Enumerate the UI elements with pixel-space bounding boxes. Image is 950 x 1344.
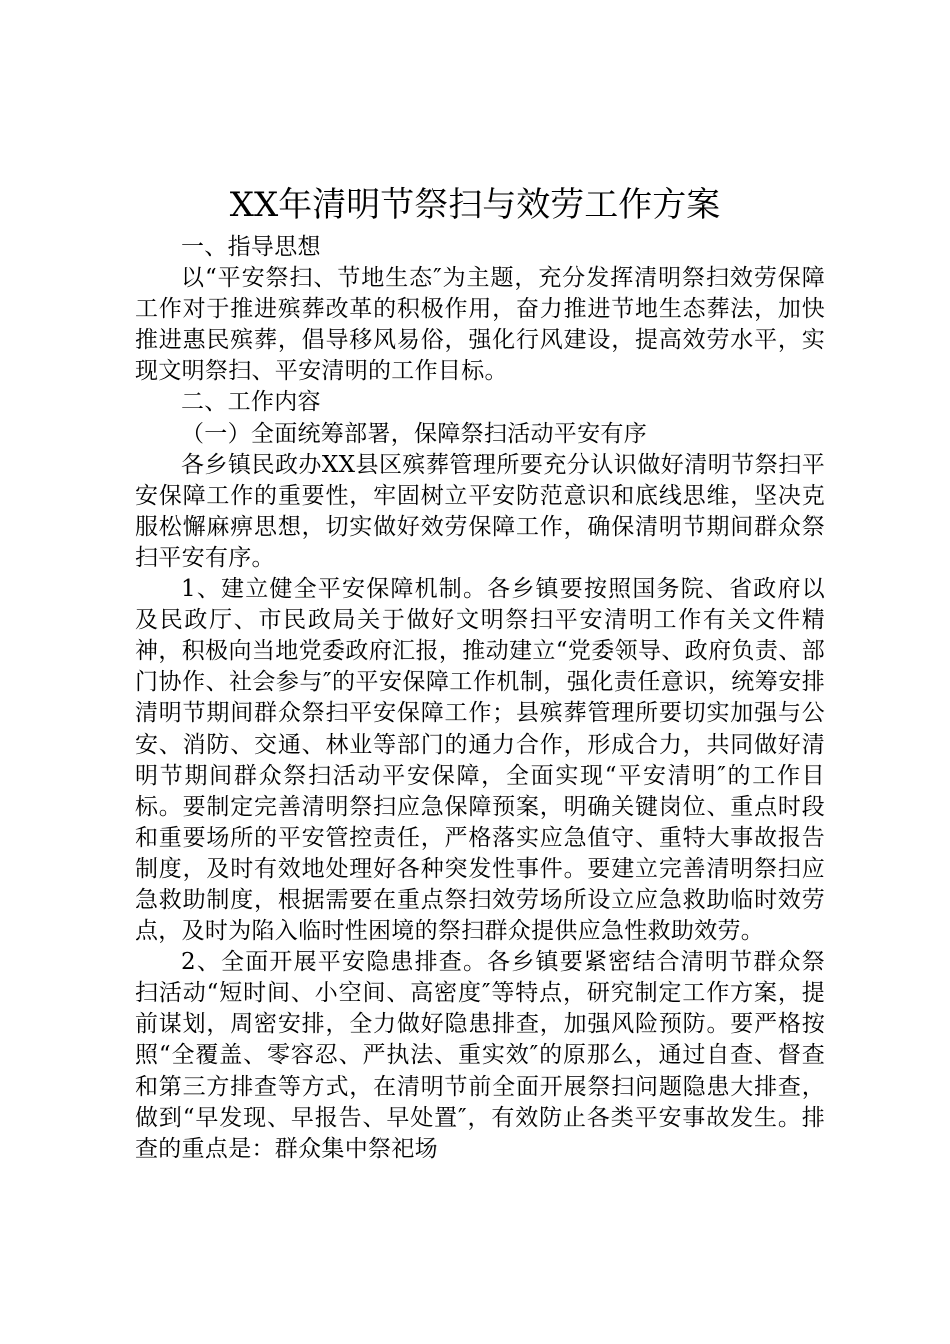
document-body [135, 232, 825, 1165]
paragraph-overall-planning: 各乡镇民政办XX县区殡葬管理所要充分认识做好清明节祭扫平安保障工作的重要性，牢固树立平安防范意识和底线思维，坚决克服松懈麻痹思想，切实做好效劳保障工作，确保清明节期间群众祭扫平安有序。 [135, 451, 825, 571]
subsection-heading-overall-planning: （一）全面统筹部署，保障祭扫活动平安有序 [181, 420, 647, 447]
paragraph-guiding-ideology: 以“平安祭扫、节地生态″为主题，充分发挥清明祭扫效劳保障工作对于推进殡葬改革的积极作用，奋力推进节地生态葬法，加快推进惠民殡葬，倡导移风易俗，强化行风建设，提高效劳水平，实现文明祭扫、平安清明的工作目标。 [135, 265, 825, 385]
section-heading-work-content: 二、工作内容 [181, 389, 321, 416]
document-title: XX年清明节祭扫与效劳工作方案 [229, 185, 721, 225]
paragraph-safety-mechanism: 1、建立健全平安保障机制。各乡镇要按照国务院、省政府以及民政厅、市民政局关于做好文明祭扫平安清明工作有关文件精神，积极向当地党委政府汇报，推动建立“党委领导、政府负责、部门协作、社会参与″的平安保障工作机制，强化责任意识，统筹安排清明节期间群众祭扫平安保障工作；县殡葬管理所要切实加强与公安、消防、交通、林业等部门的通力合作，形成合力，共同做好清明节期间群众祭扫活动平安保障，全面实现“平安清明″的工作目标。要制定完善清明祭扫应急保障预案，明确关键岗位、重点时段和重要场所的平安管控责任，严格落实应急值守、重特大事故报告制度，及时有效地处理好各种突发性事件。要建立完善清明祭扫应急救助制度，根据需要在重点祭扫效劳场所设立应急救助临时效劳点，及时为陷入临时性困境的祭扫群众提供应急性救助效劳。 [135, 576, 825, 945]
section-heading-guiding-ideology: 一、指导思想 [181, 234, 321, 260]
paragraph-hazard-inspection: 2、全面开展平安隐患排查。各乡镇要紧密结合清明节群众祭扫活动“短时间、小空间、高密度″等特点，研究制定工作方案，提前谋划，周密安排，全力做好隐患排查，加强风险预防。要严格按照“全覆盖、零容忍、严执法、重实效″的原那么，通过自查、督查和第三方排查等方式，在清明节前全面开展祭扫问题隐患大排查，做到“早发现、早报告、早处置″，有效防止各类平安事故发生。排查的重点是：群众集中祭祀场 [135, 949, 825, 1162]
